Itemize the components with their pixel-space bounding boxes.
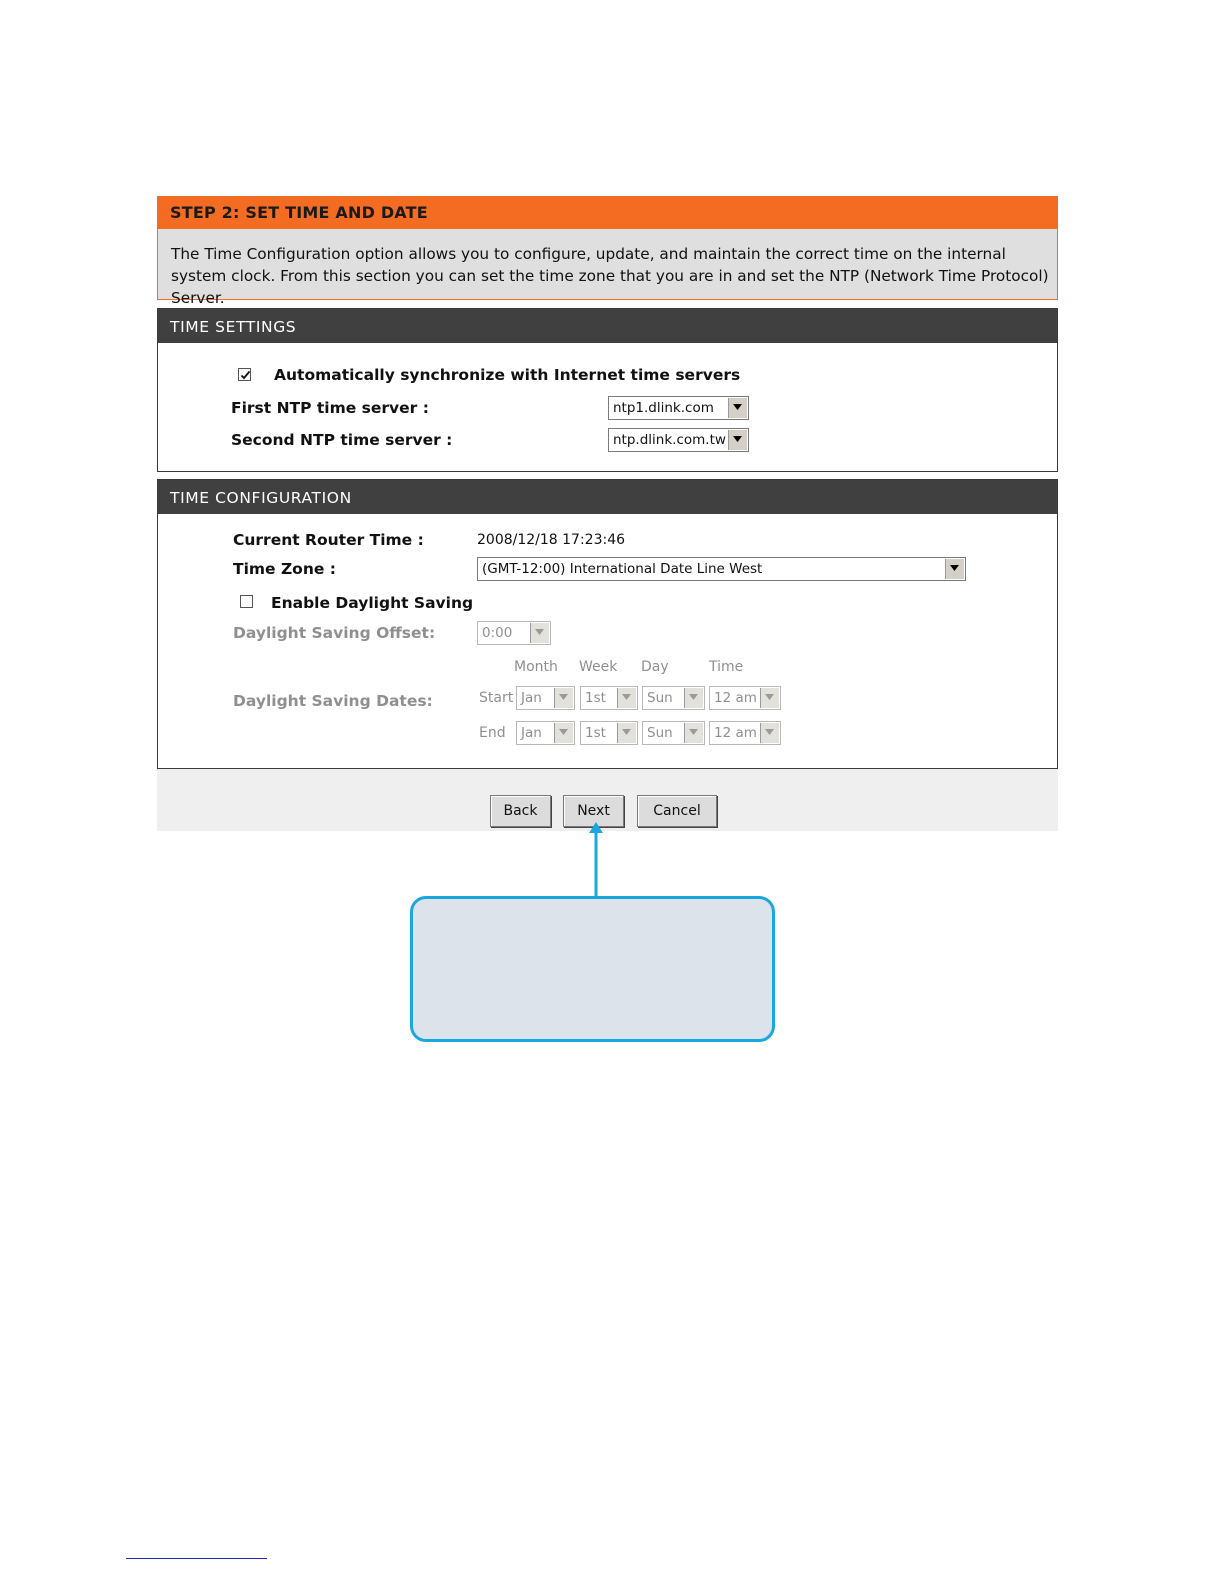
second-ntp-select[interactable] <box>608 428 749 452</box>
chevron-down-icon <box>684 688 703 708</box>
chevron-down-icon <box>945 559 964 579</box>
column-time: Time <box>709 659 744 675</box>
start-time-select[interactable] <box>709 686 781 710</box>
time-zone-value: (GMT-12:00) International Date Line West <box>482 561 763 577</box>
start-time-value: 12 am <box>714 690 757 706</box>
start-label: Start <box>479 690 514 706</box>
chevron-down-icon <box>728 430 747 450</box>
daylight-saving-label: Enable Daylight Saving <box>271 594 474 612</box>
daylight-offset-value: 0:00 <box>482 625 513 641</box>
first-ntp-value: ntp1.dlink.com <box>613 400 714 416</box>
cancel-button[interactable]: Cancel <box>637 795 717 827</box>
chevron-down-icon <box>617 723 636 743</box>
end-time-select[interactable] <box>709 721 781 745</box>
start-week-select[interactable] <box>580 686 638 710</box>
chevron-down-icon <box>728 398 747 418</box>
end-day-select[interactable] <box>642 721 705 745</box>
current-router-time-label: Current Router Time : <box>233 531 424 549</box>
end-week-value: 1st <box>585 725 606 741</box>
first-ntp-label: First NTP time server : <box>231 399 429 417</box>
step-description: The Time Configuration option allows you to configure, update, and maintain the correct time on the internal system clock. From this section you can set the time zone that you are in and set the NTP (Network Time Protocol) Server. <box>171 245 1049 307</box>
checkmark-icon <box>239 369 252 382</box>
button-bar <box>157 769 1058 831</box>
time-settings-title: TIME SETTINGS <box>170 318 297 336</box>
next-button[interactable]: Next <box>563 795 624 827</box>
end-label: End <box>479 725 506 741</box>
chevron-down-icon <box>554 723 573 743</box>
chevron-down-icon <box>554 688 573 708</box>
end-month-select[interactable] <box>516 721 575 745</box>
step-description-box <box>157 229 1058 307</box>
start-week-value: 1st <box>585 690 606 706</box>
end-day-value: Sun <box>647 725 673 741</box>
time-zone-label: Time Zone : <box>233 560 336 578</box>
column-week: Week <box>579 659 618 675</box>
daylight-dates-label: Daylight Saving Dates: <box>233 692 433 710</box>
first-ntp-select[interactable] <box>608 396 749 420</box>
time-configuration-header <box>158 480 1057 514</box>
daylight-saving-checkbox[interactable] <box>240 595 253 608</box>
end-time-value: 12 am <box>714 725 757 741</box>
start-day-value: Sun <box>647 690 673 706</box>
time-configuration-title: TIME CONFIGURATION <box>170 489 352 507</box>
chevron-down-icon <box>617 688 636 708</box>
auto-sync-checkbox[interactable] <box>238 368 251 381</box>
callout-box <box>410 896 775 1042</box>
step-header <box>157 196 1058 229</box>
chevron-down-icon <box>760 688 779 708</box>
time-settings-header <box>158 309 1057 343</box>
time-configuration-panel <box>157 479 1058 769</box>
back-button[interactable]: Back <box>490 795 551 827</box>
column-month: Month <box>514 659 558 675</box>
chevron-down-icon <box>684 723 703 743</box>
end-month-value: Jan <box>521 725 542 741</box>
start-month-value: Jan <box>521 690 542 706</box>
daylight-offset-label: Daylight Saving Offset: <box>233 624 436 642</box>
second-ntp-value: ntp.dlink.com.tw <box>613 432 726 448</box>
chevron-down-icon <box>530 623 549 643</box>
auto-sync-label: Automatically synchronize with Internet time servers <box>274 366 741 384</box>
column-day: Day <box>641 659 669 675</box>
chevron-down-icon <box>760 723 779 743</box>
second-ntp-label: Second NTP time server : <box>231 431 453 449</box>
time-zone-select[interactable] <box>477 557 966 581</box>
current-router-time-value: 2008/12/18 17:23:46 <box>477 532 626 548</box>
start-month-select[interactable] <box>516 686 575 710</box>
daylight-offset-select[interactable] <box>477 621 551 645</box>
footer-rule <box>126 1558 267 1559</box>
time-settings-panel <box>157 308 1058 472</box>
callout-arrow <box>586 821 606 897</box>
end-week-select[interactable] <box>580 721 638 745</box>
start-day-select[interactable] <box>642 686 705 710</box>
step-title: STEP 2: SET TIME AND DATE <box>170 203 428 222</box>
